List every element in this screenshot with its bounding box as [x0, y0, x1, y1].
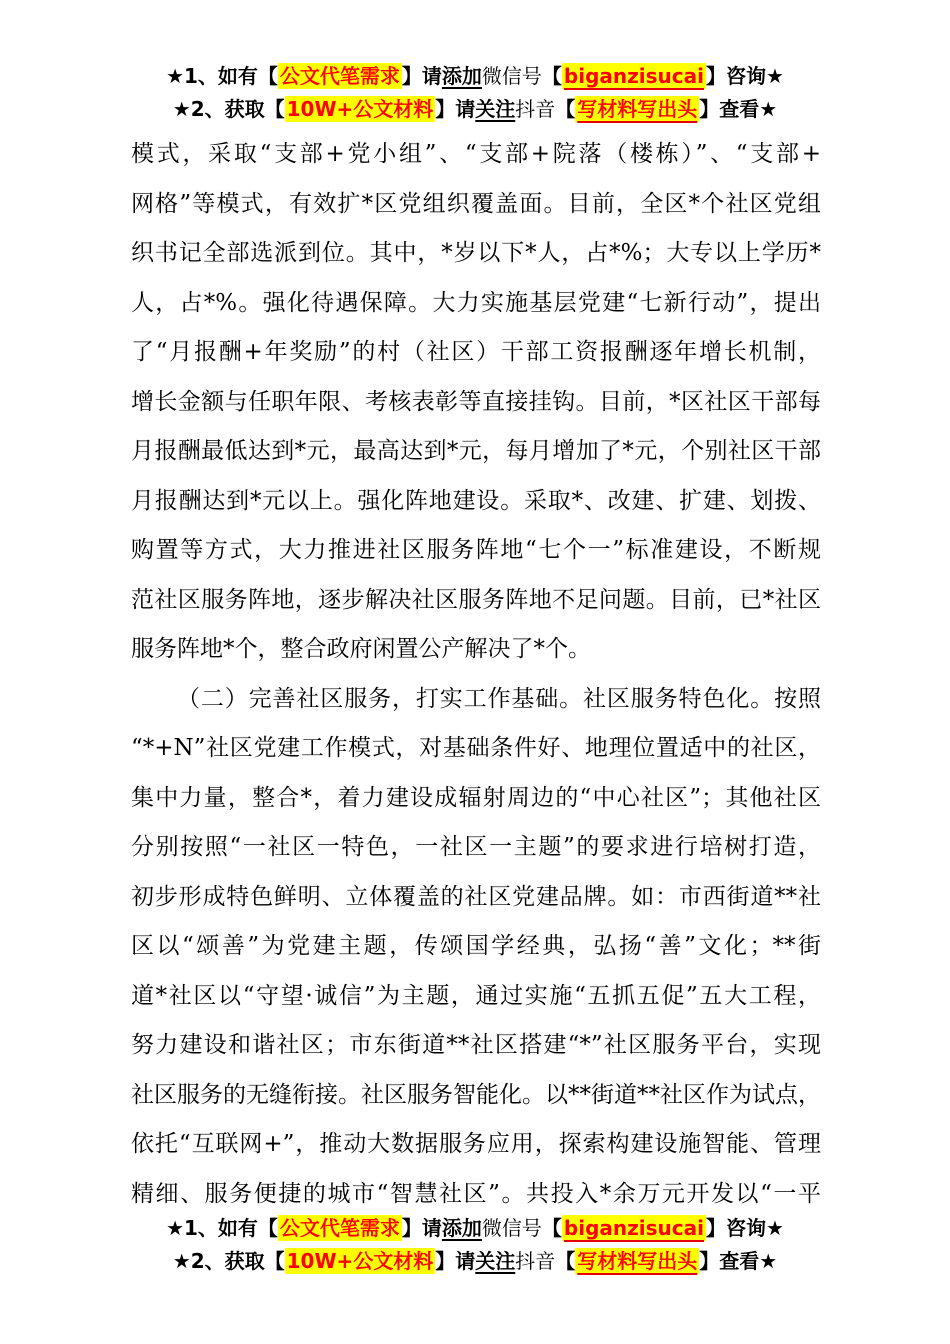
body-text-line: 购置等方式，大力推进社区服务阵地“七个一”标准建设，不断规: [131, 537, 821, 563]
promo-action-follow: 关注: [475, 1249, 516, 1273]
wechat-id: biganzisucai: [563, 64, 704, 88]
body-text-line: 范社区服务阵地，逐步解决社区服务阵地不足问题。目前，已*社区: [131, 586, 821, 613]
promo-text: 】请: [435, 97, 476, 121]
promo-text: ★1、如有【: [166, 64, 278, 88]
promo-line: [0, 60, 950, 93]
promo-text: 微信号: [481, 64, 542, 88]
body-text-line: 服务阵地*个，整合政府闲置公产解决了*个。: [131, 636, 591, 662]
wechat-id: biganzisucai: [563, 1216, 704, 1240]
body-text-line: 人，占*%。强化待遇保障。大力实施基层党建“七新行动”，提出: [131, 289, 821, 316]
promo-text: 】咨询★: [706, 64, 784, 88]
promo-line: [0, 93, 950, 126]
body-text-line: 精细、服务便捷的城市“智慧社区”。共投入*余万元开发以“一平: [131, 1180, 821, 1207]
promo-highlight-service: 公文代笔需求: [279, 64, 400, 88]
paragraph: [131, 675, 821, 1220]
promo-highlight-service: 公文代笔需求: [279, 1216, 400, 1240]
body-text-line: （二）完善社区服务，打实工作基础。社区服务特色化。按照: [177, 685, 821, 712]
body-text-line: 依托“互联网+”，推动大数据服务应用，探索构建设施智能、管理: [131, 1131, 821, 1157]
douyin-account: 写材料写出头: [577, 1249, 698, 1273]
douyin-account: 写材料写出头: [577, 97, 698, 121]
promo-text: 【: [541, 1216, 562, 1240]
promo-text: 】查看★: [699, 1249, 778, 1273]
document-body: [131, 130, 821, 1219]
promo-text: 】请: [435, 1249, 476, 1273]
promo-footer: [0, 1212, 950, 1278]
body-text-line: 道*社区以“守望·诚信”为主题，通过实施“五抓五促”五大工程，: [131, 982, 821, 1009]
promo-action-add: 添加: [441, 1216, 482, 1240]
promo-text: ★2、获取【: [172, 97, 285, 121]
promo-highlight-materials: 10W+公文材料: [286, 1249, 434, 1273]
body-text-line: 分别按照“一社区一特色，一社区一主题”的要求进行培树打造，: [131, 834, 821, 860]
body-text-line: “*+N”社区党建工作模式，对基础条件好、地理位置适中的社区，: [131, 735, 821, 761]
body-text-line: 网格”等模式，有效扩*区党组织覆盖面。目前，全区*个社区党组: [131, 190, 821, 217]
body-text-line: 初步形成特色鲜明、立体覆盖的社区党建品牌。如：市西街道**社: [131, 883, 821, 910]
promo-text: 抖音: [515, 1249, 556, 1273]
body-text-line: 了“月报酬+年奖励”的村（社区）干部工资报酬逐年增长机制，: [131, 339, 821, 365]
body-text-line: 区以“颂善”为党建主题，传颂国学经典，弘扬“善”文化；**街: [131, 933, 821, 959]
promo-text: 【: [541, 64, 562, 88]
promo-text: ★2、获取【: [172, 1249, 285, 1273]
paragraph: [131, 130, 821, 675]
promo-text: 】请: [401, 1216, 442, 1240]
promo-text: 【: [555, 97, 576, 121]
promo-highlight-materials: 10W+公文材料: [286, 97, 434, 121]
promo-text: ★1、如有【: [166, 1216, 278, 1240]
body-text-line: 模式，采取“支部+党小组”、“支部+院落（楼栋）”、“支部+: [131, 141, 821, 167]
promo-text: 【: [555, 1249, 576, 1273]
body-text-line: 增长金额与任职年限、考核表彰等直接挂钩。目前，*区社区干部每: [131, 388, 821, 415]
promo-line: [0, 1212, 950, 1245]
promo-line: [0, 1245, 950, 1278]
body-text-line: 努力建设和谐社区；市东街道**社区搭建“*”社区服务平台，实现: [131, 1032, 821, 1058]
promo-text: 】查看★: [699, 97, 778, 121]
body-text-line: 织书记全部选派到位。其中，*岁以下*人，占*%；大专以上学历*: [131, 240, 821, 266]
body-text-line: 集中力量，整合*，着力建设成辐射周边的“中心社区”；其他社区: [131, 784, 821, 811]
promo-text: 抖音: [515, 97, 556, 121]
promo-text: 】请: [401, 64, 442, 88]
body-text-line: 月报酬达到*元以上。强化阵地建设。采取*、改建、扩建、划拨、: [131, 487, 821, 514]
body-text-line: 社区服务的无缝衔接。社区服务智能化。以**街道**社区作为试点，: [131, 1081, 821, 1108]
promo-action-follow: 关注: [475, 97, 516, 121]
promo-action-add: 添加: [441, 64, 482, 88]
promo-text: 微信号: [481, 1216, 542, 1240]
body-text-line: 月报酬最低达到*元，最高达到*元，每月增加了*元，个别社区干部: [131, 438, 821, 464]
promo-text: 】咨询★: [706, 1216, 784, 1240]
promo-header: [0, 60, 950, 126]
